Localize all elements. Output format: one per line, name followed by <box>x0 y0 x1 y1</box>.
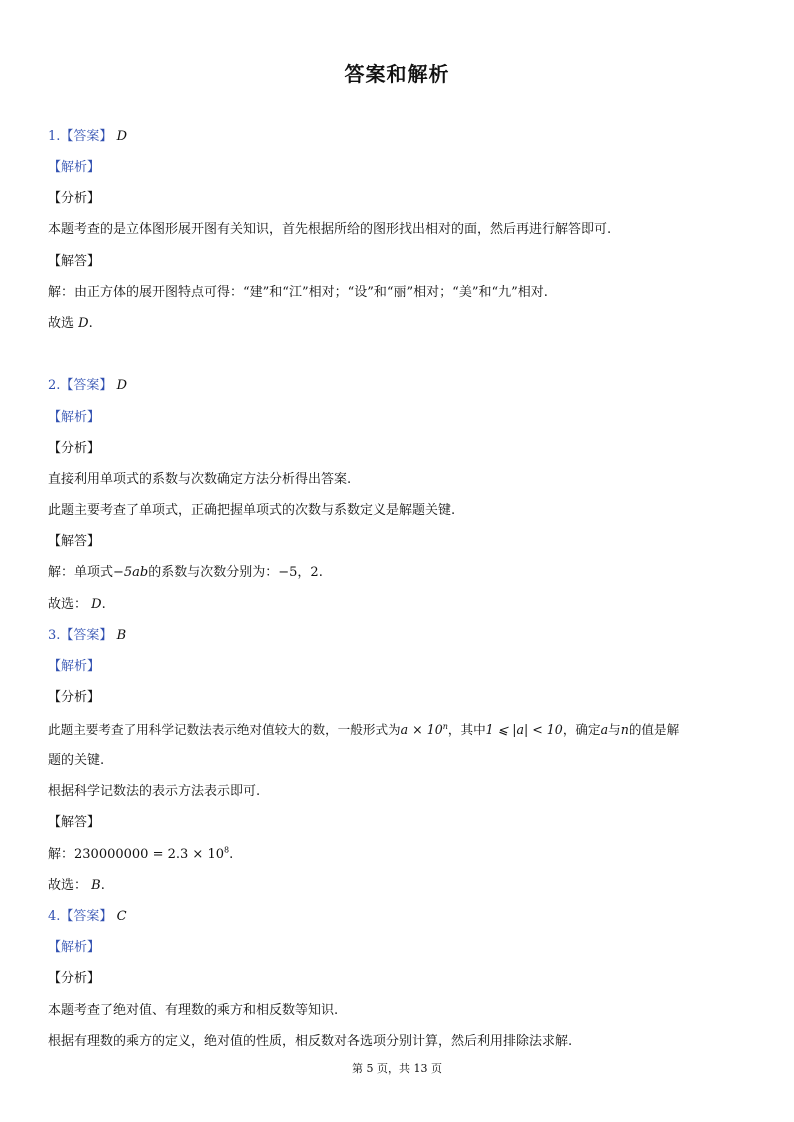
q3-answer-line <box>48 627 126 645</box>
q1-number: 1. <box>48 129 61 144</box>
q2-solution-prefix: 解：单项式 <box>48 565 114 580</box>
q1-choice-suffix: . <box>88 316 93 331</box>
q3-analysis-1-exp: n <box>442 721 448 731</box>
q4-analysis-2: 根据有理数的乘方的定义，绝对值的性质，相反数对各选项分别计算，然后利用排除法求解. <box>48 1034 573 1049</box>
q1-solution: 解：由正方体的展开图特点可得：“建”和“江”相对；“设”和“丽”相对；“美”和“九”相对. <box>48 285 548 300</box>
q1-jiexi-tag: 【解析】 <box>48 160 101 175</box>
q3-solution-prefix: 解： <box>48 847 75 862</box>
q3-choice-prefix: 故选： <box>48 878 88 893</box>
q3-answer: B <box>116 628 127 643</box>
q2-choice-suffix: . <box>101 597 106 612</box>
q3-choice-suffix: . <box>100 878 105 893</box>
q3-analysis-1a: 此题主要考查了用科学记数法表示绝对值较大的数，一般形式为 <box>48 722 401 737</box>
q1-choice-letter: D <box>78 316 89 331</box>
page-title: 答案和解析 <box>344 62 450 86</box>
q4-answer: C <box>116 909 127 924</box>
q3-solution-expr: 230000000 = 2.3 × 10 <box>74 847 224 862</box>
q3-jieda-tag: 【解答】 <box>48 815 101 830</box>
q2-solution-expr: −5ab <box>113 565 149 580</box>
q3-answer-tag: 【答案】 <box>60 628 113 643</box>
q3-solution-suffix: . <box>229 847 234 862</box>
q2-solution-suffix: 的系数与次数分别为：−5，2. <box>148 565 323 580</box>
q2-jiexi-tag: 【解析】 <box>48 410 101 425</box>
q4-number: 4. <box>48 909 61 924</box>
q3-analysis-1-range: 1 ⩽ |a| < 10 <box>485 722 563 737</box>
q1-answer-tag: 【答案】 <box>60 129 113 144</box>
q3-number: 3. <box>48 628 61 643</box>
q4-answer-line <box>48 908 127 926</box>
q3-solution <box>48 846 233 864</box>
q3-fenxi-tag: 【分析】 <box>48 690 101 705</box>
q3-choice <box>48 877 105 895</box>
q3-choice-letter: B <box>91 878 101 893</box>
q2-answer-tag: 【答案】 <box>60 378 113 393</box>
q3-analysis-1-expr: a × 10 <box>400 722 443 737</box>
q2-solution <box>48 564 323 582</box>
q2-jieda-tag: 【解答】 <box>48 534 101 549</box>
q3-analysis-1-n: n <box>620 722 629 737</box>
q3-analysis-1b: ，其中 <box>447 722 486 737</box>
q3-analysis-2: 题的关键. <box>48 753 105 768</box>
q3-jiexi-tag: 【解析】 <box>48 659 101 674</box>
q2-choice <box>48 596 106 614</box>
q1-analysis: 本题考查的是立体图形展开图有关知识，首先根据所给的图形找出相对的面，然后再进行解答即可. <box>48 222 612 237</box>
q2-analysis-1: 直接利用单项式的系数与次数确定方法分析得出答案. <box>48 472 352 487</box>
q2-answer: D <box>116 378 127 393</box>
q3-analysis-3: 根据科学记数法的表示方法表示即可. <box>48 784 261 799</box>
q3-analysis-1c: ，确定 <box>562 722 601 737</box>
q3-analysis-1-a: a <box>600 722 609 737</box>
q4-answer-tag: 【答案】 <box>60 909 113 924</box>
q3-analysis-1 <box>48 721 679 739</box>
q1-jieda-tag: 【解答】 <box>48 254 101 269</box>
q1-choice-prefix: 故选 <box>48 316 75 331</box>
q3-analysis-1e: 的值是解 <box>628 722 680 737</box>
q3-analysis-1d: 与 <box>608 722 621 737</box>
page-footer: 第 5 页，共 13 页 <box>352 1062 442 1075</box>
q3-solution-exp: 8 <box>224 845 230 855</box>
q2-fenxi-tag: 【分析】 <box>48 441 101 456</box>
q4-jiexi-tag: 【解析】 <box>48 940 101 955</box>
q1-answer-line <box>48 128 127 146</box>
q2-answer-line <box>48 377 127 395</box>
q1-choice <box>48 315 93 333</box>
q2-choice-letter: D <box>91 597 102 612</box>
q1-fenxi-tag: 【分析】 <box>48 191 101 206</box>
q4-analysis-1: 本题考查了绝对值、有理数的乘方和相反数等知识. <box>48 1003 339 1018</box>
q1-answer: D <box>116 129 127 144</box>
q2-analysis-2: 此题主要考查了单项式，正确把握单项式的次数与系数定义是解题关键. <box>48 503 456 518</box>
q2-number: 2. <box>48 378 61 393</box>
q4-fenxi-tag: 【分析】 <box>48 971 101 986</box>
q2-choice-prefix: 故选： <box>48 597 88 612</box>
